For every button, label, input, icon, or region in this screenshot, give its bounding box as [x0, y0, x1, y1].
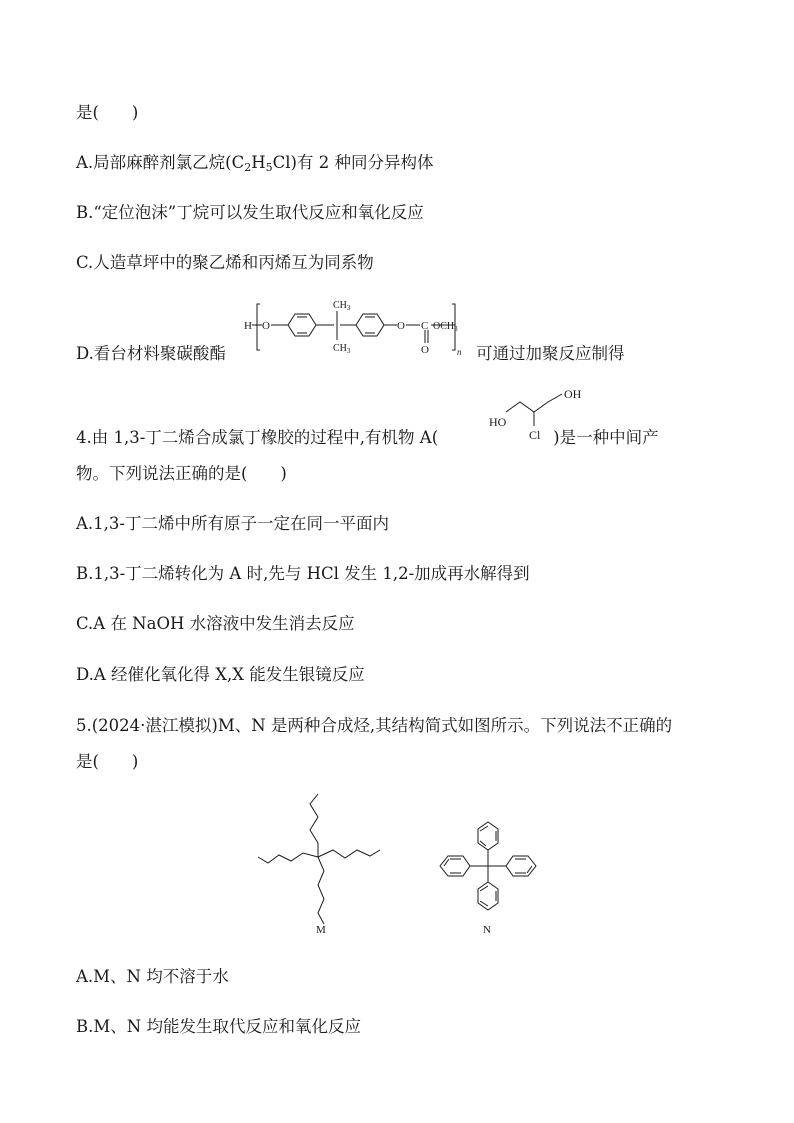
compound-a-ho: HO: [489, 415, 507, 429]
q4-stem-pre: 4.由 1,3-丁二烯合成氯丁橡胶的过程中,有机物 A(: [76, 428, 439, 447]
compound-a-structure: [486, 384, 606, 444]
poly-n: n: [457, 347, 462, 357]
q3-a-pre: A.局部麻醉剂氯乙烷(C: [76, 153, 245, 172]
poly-ch3-bot: [333, 343, 351, 355]
q3-a-sub1: 2: [244, 161, 252, 174]
poly-ch3-top-sub: 3: [346, 304, 351, 312]
q3-option-b: B.“定位泡沫”丁烷可以发生取代反应和氧化反应: [76, 203, 424, 222]
q3-a-post: Cl)有 2 种同分异构体: [272, 153, 434, 172]
q4-option-c: C.A 在 NaOH 水溶液中发生消去反应: [76, 614, 355, 633]
poly-ch3-top: [333, 300, 351, 312]
q3-stem-end: 是( ): [76, 103, 139, 122]
poly-h: H: [244, 320, 252, 332]
q4-option-a: A.1,3-丁二烯中所有原子一定在同一平面内: [76, 514, 389, 533]
label-m: M: [316, 924, 326, 936]
poly-och3-sub: 3: [454, 325, 458, 333]
poly-och3-text: OCH: [433, 321, 455, 332]
polycarbonate-structure: [240, 292, 476, 360]
q3-option-d-post: 可通过加聚反应制得: [476, 344, 625, 363]
poly-ch3-bot-sub: 3: [346, 347, 351, 355]
compound-a-oh: OH: [564, 387, 582, 401]
molecule-m-structure: [250, 792, 385, 940]
poly-c: C: [421, 320, 429, 332]
poly-o3: O: [421, 344, 429, 356]
q4-stem-line2: 物。下列说法正确的是( ): [76, 464, 287, 483]
q3-a-sub2: 5: [265, 161, 273, 174]
q4-option-d: D.A 经催化氧化得 X,X 能发生银镜反应: [76, 665, 365, 684]
q3-option-a: [76, 152, 433, 174]
q4-option-b: B.1,3-丁二烯转化为 A 时,先与 HCl 发生 1,2-加成再水解得到: [76, 564, 530, 583]
poly-o1: O: [262, 320, 270, 332]
poly-ch3-top-c: CH: [333, 300, 347, 311]
poly-och3: [433, 321, 458, 333]
q3-option-d-pre: D.看台材料聚碳酸酯: [76, 344, 226, 363]
q5-stem: 5.(2024·湛江模拟)M、N 是两种合成烃,其结构简式如图所示。下列说法不正确的: [76, 716, 673, 735]
q5-stem-line2: 是( ): [76, 752, 139, 771]
q5-option-b: B.M、N 均能发生取代反应和氧化反应: [76, 1017, 361, 1036]
q4-stem-post: )是一种中间产: [553, 428, 659, 447]
compound-a-cl: Cl: [529, 428, 541, 442]
q3-option-c: C.人造草坪中的聚乙烯和丙烯互为同系物: [76, 253, 374, 272]
molecule-n-structure: [430, 812, 550, 937]
poly-o2: O: [397, 320, 405, 332]
poly-ch3-bot-c: CH: [333, 343, 347, 354]
q5-option-a: A.M、N 均不溶于水: [76, 967, 229, 986]
q3-a-mid: H: [251, 153, 266, 172]
label-n: N: [483, 924, 491, 936]
